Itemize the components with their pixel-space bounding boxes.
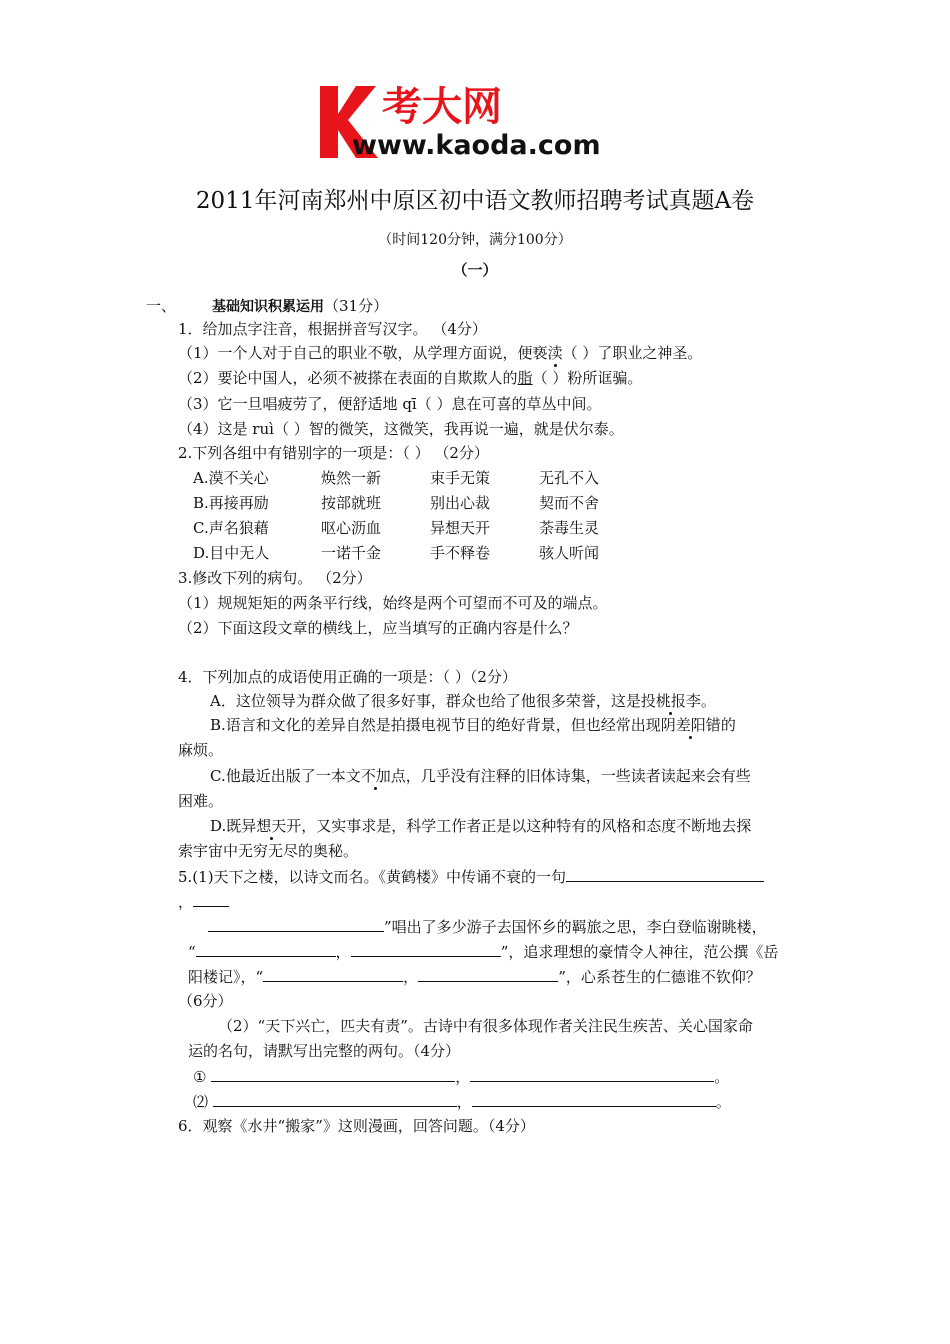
q3-item-2: （2）下面这段文章的横线上，应当填写的正确内容是什么？ — [178, 619, 578, 637]
q4-option-b-cont: 麻烦。 — [178, 741, 224, 759]
q2-option-d-4: 骇人听闻 — [539, 544, 600, 562]
q1-item-1: （1）一个人对于自己的职业不敬，从学理方面说，便亵渎（ ）了职业之神圣。 — [178, 344, 703, 362]
q1-item-3: （3）它一旦唱疲劳了，便舒适地 qī（ ）息在可喜的草丛中间。 — [178, 395, 602, 413]
q1-item-4: （4）这是 ruì（ ）智的微笑，这微笑，我再说一遍，就是伏尔泰。 — [178, 420, 624, 438]
logo-brand-text: 考大网 — [382, 84, 502, 130]
q4-option-b: B.语言和文化的差异自然是拍摄电视节目的绝好背景，但也经常出现阴差阳错的 — [210, 716, 736, 734]
answer-blank — [196, 941, 336, 957]
underlined-char: 脂 — [517, 369, 533, 387]
q2-option-c-4: 荼毒生灵 — [539, 519, 600, 537]
q1-stem: 1．给加点字注音，根据拼音写汉字。 （4分） — [178, 320, 487, 338]
q2-option-a-3: 束手无策 — [430, 469, 491, 487]
page-title: 2011年河南郑州中原区初中语文教师招聘考试真题A卷 — [195, 188, 755, 214]
logo-url-text: www.kaoda.com — [352, 130, 601, 160]
q3-item-1: （1）规规矩矩的两条平行线，始终是两个可望而不可及的端点。 — [178, 594, 608, 612]
section-title: 基础知识积累运用 — [212, 299, 324, 315]
q5-answer-1: ① ， 。 — [193, 1068, 730, 1086]
q5-line-1: 5.(1)天下之楼，以诗文而名。《黄鹤楼》中传诵不衰的一句 — [178, 866, 764, 887]
q2-option-a-4: 无孔不入 — [539, 469, 600, 487]
q2-option-d-3: 手不释卷 — [430, 544, 491, 562]
section-score: （31分） — [324, 297, 389, 315]
q5-line-8: 运的名句，请默写出完整的两句。（4分） — [188, 1042, 461, 1060]
q4-stem: 4．下列加点的成语使用正确的一项是：（ ）（2分） — [178, 668, 517, 686]
q2-option-a-2: 焕然一新 — [321, 469, 382, 487]
q5-answer-2: ⑵ ， 。 — [193, 1093, 731, 1111]
q2-option-a-1: A.漠不关心 — [193, 469, 269, 487]
q4-option-d-cont: 索宇宙中无穷无尽的奥秘。 — [178, 842, 359, 860]
q4-option-a: A．这位领导为群众做了很多好事，群众也给了他很多荣誉，这是投桃报李。 — [210, 692, 716, 710]
q2-option-c-2: 呕心沥血 — [321, 519, 382, 537]
q3-stem: 3.修改下列的病句。 （2分） — [178, 569, 372, 587]
page-subtitle: （时间120分钟，满分100分） — [378, 232, 572, 248]
answer-blank — [263, 966, 403, 982]
q2-option-b-2: 按部就班 — [321, 494, 382, 512]
q1-item-2: （2）要论中国人，必须不被搽在表面的自欺欺人的脂（ ）粉所诓骗。 — [178, 369, 643, 387]
q4-option-d: D.既异想天开，又实事求是，科学工作者正是以这种特有的风格和态度不断地去探 — [210, 817, 752, 835]
answer-blank — [472, 1091, 716, 1107]
q5-line-7: （2）“天下兴亡，匹夫有责”。古诗中有很多体现作者关注民生疾苦、关心国家命 — [218, 1017, 753, 1035]
answer-blank — [208, 916, 384, 932]
q2-option-b-4: 契而不舍 — [539, 494, 600, 512]
section-heading — [212, 296, 388, 317]
dotted-idiom: 异想天开 — [241, 817, 302, 835]
answer-blank — [351, 941, 501, 957]
q5-score: （6分） — [178, 992, 233, 1010]
q5-line-3: ”唱出了多少游子去国怀乡的羁旅之思，李白登临谢眺楼， — [208, 916, 767, 937]
q2-option-d-1: D.目中无人 — [193, 544, 270, 562]
dotted-idiom: 投桃报李 — [640, 692, 701, 710]
q5-line-2: ， — [178, 891, 229, 912]
q5-line-5: 阳楼记》，“ ， ”，心系苍生的仁德谁不钦仰？ — [188, 968, 761, 986]
q2-stem: 2.下列各组中有错别字的一项是：（ ） （2分） — [178, 444, 489, 462]
q4-option-c: C.他最近出版了一本文不加点，几乎没有注释的旧体诗集，一些读者读起来会有些 — [210, 767, 751, 785]
answer-blank — [470, 1066, 714, 1082]
q2-option-c-3: 异想天开 — [430, 519, 491, 537]
q4-option-c-cont: 困难。 — [178, 792, 224, 810]
section-number: 一、 — [146, 297, 177, 315]
part-heading: （一） — [452, 261, 498, 279]
answer-blank — [213, 1091, 457, 1107]
q2-option-b-1: B.再接再励 — [193, 494, 269, 512]
answer-blank — [418, 966, 558, 982]
dotted-idiom: 文不加点 — [345, 767, 406, 785]
q6-stem: 6．观察《水井“搬家”》这则漫画，回答问题。（4分） — [178, 1117, 535, 1135]
answer-blank — [211, 1066, 455, 1082]
dotted-idiom: 阴差阳错 — [660, 716, 721, 734]
kaoda-logo — [318, 80, 638, 160]
q5-line-4: “ ， ”，追求理想的豪情令人神往，范公撰《岳 — [188, 943, 779, 961]
answer-blank — [566, 866, 764, 882]
q2-option-b-3: 别出心裁 — [430, 494, 491, 512]
q2-option-c-1: C.声名狼藉 — [193, 519, 269, 537]
dotted-char: 渎 — [547, 344, 563, 362]
answer-blank — [193, 891, 229, 907]
q2-option-d-2: 一诺千金 — [321, 544, 382, 562]
